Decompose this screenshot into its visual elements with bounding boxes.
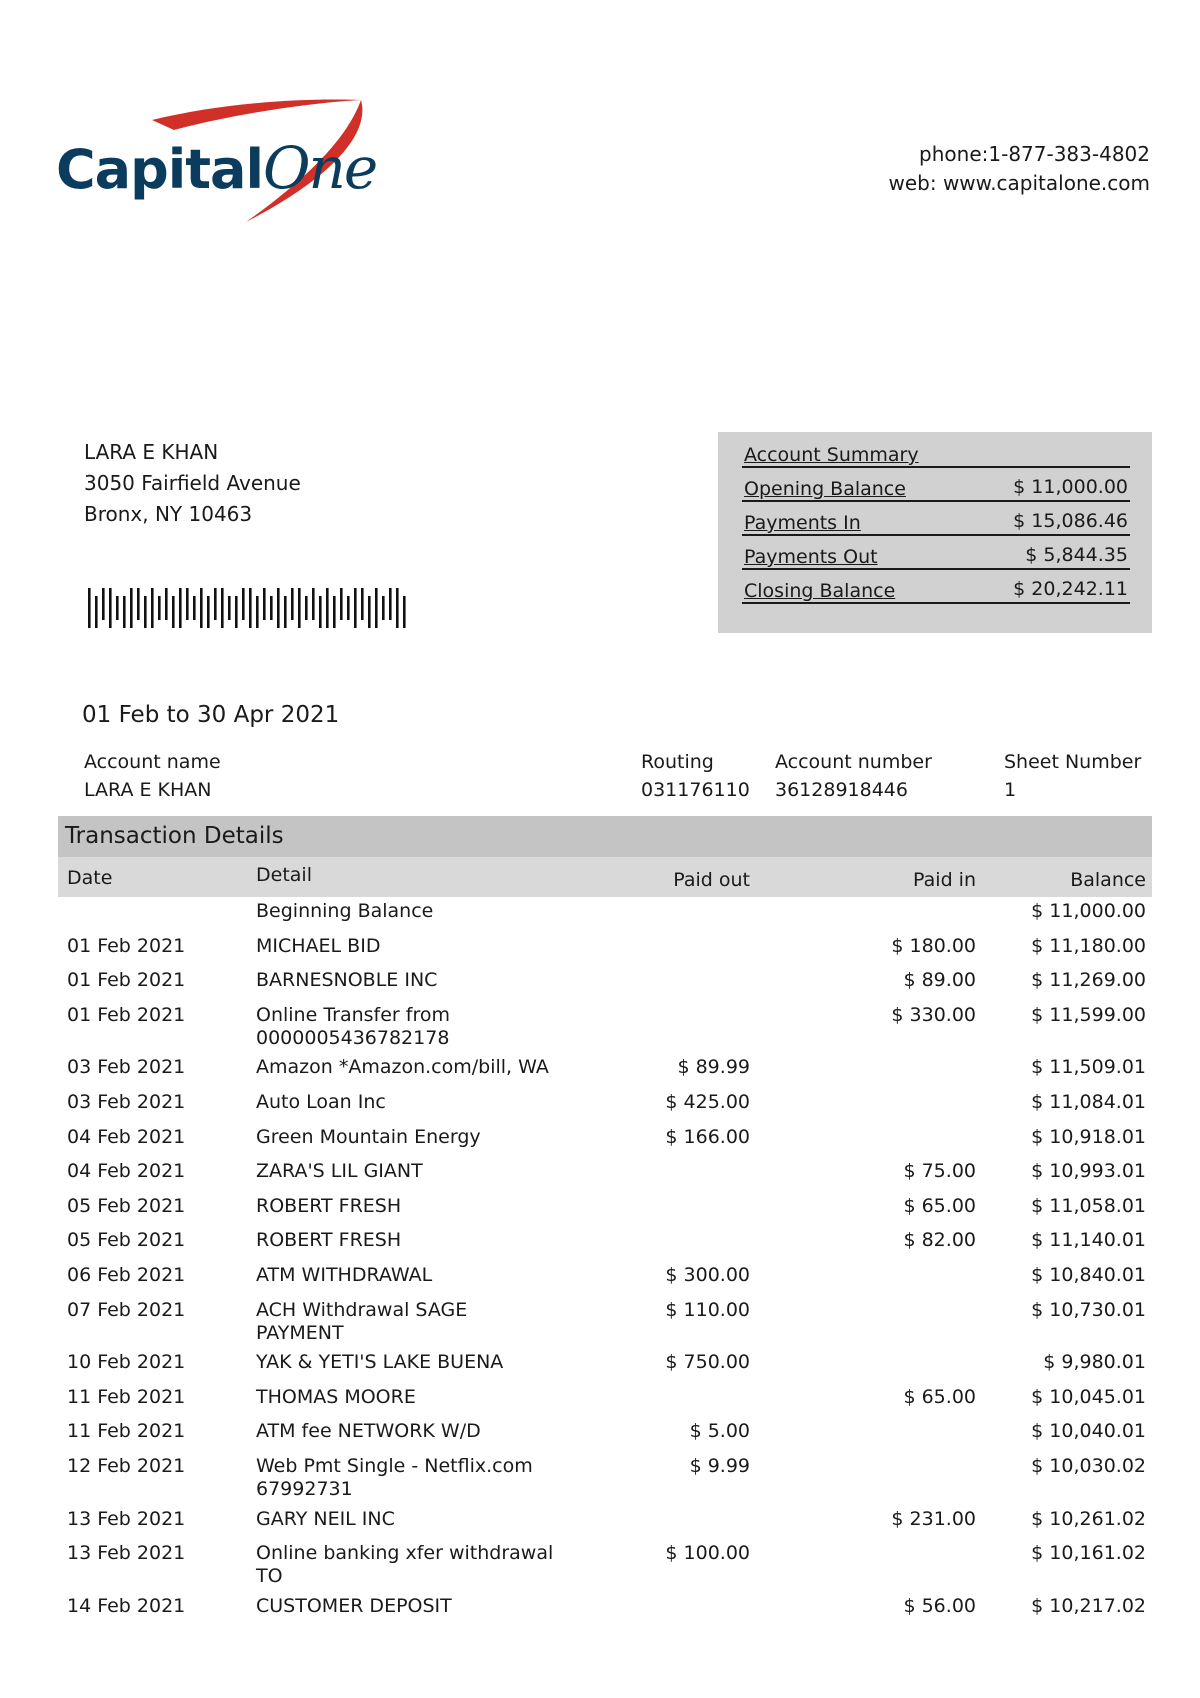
- customer-street: 3050 Fairfield Avenue: [84, 471, 301, 495]
- tx-paid-in: $ 180.00: [891, 935, 976, 957]
- tx-paid-in: $ 75.00: [903, 1160, 976, 1182]
- barcode-bar: [312, 588, 315, 620]
- barcode-bar: [95, 596, 98, 628]
- col-paid-out: Paid out: [673, 869, 750, 891]
- sheet-number-block: [1004, 748, 1141, 804]
- tx-date: 01 Feb 2021: [67, 969, 186, 991]
- account-name-value: LARA E KHAN: [84, 779, 212, 801]
- barcode-bar: [319, 596, 322, 628]
- barcode-bar: [375, 588, 378, 628]
- tx-detail: YAK & YETI'S LAKE BUENA: [256, 1351, 504, 1373]
- tx-balance: $ 11,058.01: [1031, 1195, 1146, 1217]
- barcode-bar: [151, 588, 154, 628]
- tx-paid-out: $ 166.00: [665, 1126, 750, 1148]
- barcode-bar: [109, 588, 112, 628]
- tx-date: 13 Feb 2021: [67, 1508, 186, 1530]
- tx-paid-out: $ 100.00: [665, 1542, 750, 1564]
- tx-balance: $ 10,261.02: [1031, 1508, 1146, 1530]
- barcode-bar: [116, 596, 119, 620]
- tx-paid-out: $ 750.00: [665, 1351, 750, 1373]
- routing-block: [641, 748, 750, 804]
- tx-detail: Online Transfer from 0000005436782178: [256, 1004, 450, 1049]
- barcode-bar: [340, 588, 343, 620]
- tx-detail: THOMAS MOORE: [256, 1386, 416, 1408]
- routing-label: Routing: [641, 751, 714, 773]
- tx-paid-in: $ 231.00: [891, 1508, 976, 1530]
- summary-label: Opening Balance: [744, 478, 906, 500]
- summary-value: $ 5,844.35: [1025, 544, 1128, 566]
- tx-detail: ROBERT FRESH: [256, 1229, 402, 1251]
- barcode-bar: [263, 588, 266, 620]
- tx-date: 11 Feb 2021: [67, 1386, 186, 1408]
- tx-detail: Web Pmt Single - Netflix.com 67992731: [256, 1455, 533, 1500]
- tx-date: 06 Feb 2021: [67, 1264, 186, 1286]
- barcode-bar: [347, 596, 350, 620]
- logo-one-text: One: [263, 134, 377, 202]
- barcode-bar: [193, 596, 196, 620]
- summary-label: Payments In: [744, 512, 861, 534]
- summary-value: $ 20,242.11: [1013, 578, 1128, 600]
- summary-row-closing: [742, 572, 1130, 604]
- tx-balance: $ 10,993.01: [1031, 1160, 1146, 1182]
- account-number-block: [775, 748, 932, 804]
- barcode-bar: [235, 596, 238, 628]
- summary-row-opening: [742, 470, 1130, 502]
- col-paid-in: Paid in: [913, 869, 976, 891]
- tx-detail: Green Mountain Energy: [256, 1126, 481, 1148]
- barcode-bar: [123, 596, 126, 628]
- logo-capital-text: Capital: [56, 138, 263, 201]
- customer-address: [84, 437, 301, 530]
- sheet-number-value: 1: [1004, 779, 1017, 801]
- tx-detail: ROBERT FRESH: [256, 1195, 402, 1217]
- tx-balance: $ 11,269.00: [1031, 969, 1146, 991]
- tx-paid-out: $ 110.00: [665, 1299, 750, 1321]
- transaction-column-headers: [58, 857, 1152, 897]
- tx-balance: $ 10,161.02: [1031, 1542, 1146, 1564]
- account-summary-panel: [718, 432, 1152, 633]
- tx-date: 03 Feb 2021: [67, 1091, 186, 1113]
- col-balance: Balance: [1070, 869, 1146, 891]
- tx-paid-in: $ 65.00: [903, 1195, 976, 1217]
- barcode-bar: [291, 588, 294, 620]
- tx-paid-out: $ 425.00: [665, 1091, 750, 1113]
- summary-row-payments-out: [742, 538, 1130, 570]
- account-number-value: 36128918446: [775, 779, 908, 801]
- barcode-bar: [382, 596, 385, 620]
- tx-balance: $ 11,084.01: [1031, 1091, 1146, 1113]
- bank-phone: phone:1-877-383-4802: [919, 142, 1150, 166]
- barcode-bar: [158, 596, 161, 620]
- tx-balance: $ 11,000.00: [1031, 900, 1146, 922]
- customer-city: Bronx, NY 10463: [84, 502, 253, 526]
- barcode-bar: [172, 596, 175, 628]
- customer-name: LARA E KHAN: [84, 440, 219, 464]
- tx-detail: Auto Loan Inc: [256, 1091, 386, 1113]
- tx-date: 05 Feb 2021: [67, 1195, 186, 1217]
- barcode-bar: [396, 588, 399, 628]
- tx-date: 13 Feb 2021: [67, 1542, 186, 1564]
- tx-detail: ATM fee NETWORK W/D: [256, 1420, 481, 1442]
- tx-paid-in: $ 330.00: [891, 1004, 976, 1026]
- tx-balance: $ 10,840.01: [1031, 1264, 1146, 1286]
- summary-row-payments-in: [742, 504, 1130, 536]
- routing-value: 031176110: [641, 779, 750, 801]
- tx-date: 05 Feb 2021: [67, 1229, 186, 1251]
- bank-contact: [889, 140, 1151, 198]
- tx-date: 11 Feb 2021: [67, 1420, 186, 1442]
- sheet-number-label: Sheet Number: [1004, 751, 1142, 773]
- tx-date: 04 Feb 2021: [67, 1126, 186, 1148]
- barcode-bar: [179, 588, 182, 628]
- barcode-bar: [214, 588, 217, 620]
- tx-date: 14 Feb 2021: [67, 1595, 186, 1617]
- tx-balance: $ 11,140.01: [1031, 1229, 1146, 1251]
- tx-balance: $ 10,730.01: [1031, 1299, 1146, 1321]
- tx-date: 03 Feb 2021: [67, 1056, 186, 1078]
- tx-date: 01 Feb 2021: [67, 935, 186, 957]
- col-detail: Detail: [256, 864, 312, 886]
- barcode-bar: [403, 596, 406, 628]
- postal-barcode-icon: [86, 588, 416, 628]
- barcode-bar: [284, 596, 287, 628]
- summary-label: Closing Balance: [744, 580, 896, 602]
- barcode-bar: [333, 596, 336, 628]
- tx-detail: ZARA'S LIL GIANT: [256, 1160, 423, 1182]
- barcode-bar: [242, 588, 245, 620]
- tx-balance: $ 9,980.01: [1043, 1351, 1146, 1373]
- summary-title-row: [742, 436, 1130, 468]
- barcode-bar: [137, 588, 140, 620]
- tx-balance: $ 11,509.01: [1031, 1056, 1146, 1078]
- logo-wordmark: [56, 134, 376, 202]
- barcode-bar: [270, 596, 273, 620]
- barcode-bar: [277, 588, 280, 628]
- tx-detail: Online banking xfer withdrawal TO: [256, 1542, 554, 1587]
- transaction-details-header: Transaction Details: [58, 816, 1152, 857]
- tx-detail: Beginning Balance: [256, 900, 434, 922]
- barcode-bar: [368, 596, 371, 628]
- barcode-bar: [144, 596, 147, 628]
- tx-balance: $ 10,045.01: [1031, 1386, 1146, 1408]
- account-number-label: Account number: [775, 751, 932, 773]
- tx-paid-out: $ 89.99: [677, 1056, 750, 1078]
- barcode-bar: [228, 596, 231, 620]
- summary-value: $ 11,000.00: [1013, 476, 1128, 498]
- barcode-bar: [389, 588, 392, 620]
- barcode-bar: [186, 588, 189, 620]
- barcode-bar: [200, 588, 203, 628]
- tx-detail: ATM WITHDRAWAL: [256, 1264, 433, 1286]
- barcode-bar: [326, 588, 329, 628]
- barcode-bar: [130, 588, 133, 628]
- tx-balance: $ 10,918.01: [1031, 1126, 1146, 1148]
- summary-value: $ 15,086.46: [1013, 510, 1128, 532]
- tx-detail: ACH Withdrawal SAGE PAYMENT: [256, 1299, 468, 1344]
- statement-period: 01 Feb to 30 Apr 2021: [82, 702, 340, 728]
- tx-paid-out: $ 5.00: [689, 1420, 750, 1442]
- account-name-label: Account name: [84, 751, 221, 773]
- tx-balance: $ 10,040.01: [1031, 1420, 1146, 1442]
- barcode-bar: [165, 588, 168, 620]
- barcode-bar: [298, 588, 301, 628]
- tx-paid-in: $ 56.00: [903, 1595, 976, 1617]
- bank-web: web: www.capitalone.com: [888, 171, 1150, 195]
- tx-detail: Amazon *Amazon.com/bill, WA: [256, 1056, 549, 1078]
- tx-date: 04 Feb 2021: [67, 1160, 186, 1182]
- barcode-bar: [361, 588, 364, 620]
- barcode-bar: [256, 596, 259, 628]
- barcode-bar: [249, 588, 252, 628]
- account-name-block: [84, 748, 221, 804]
- tx-paid-out: $ 300.00: [665, 1264, 750, 1286]
- tx-paid-in: $ 89.00: [903, 969, 976, 991]
- tx-balance: $ 10,030.02: [1031, 1455, 1146, 1477]
- tx-date: 01 Feb 2021: [67, 1004, 186, 1026]
- barcode-bar: [88, 588, 91, 628]
- tx-detail: CUSTOMER DEPOSIT: [256, 1595, 452, 1617]
- tx-detail: MICHAEL BID: [256, 935, 381, 957]
- tx-date: 07 Feb 2021: [67, 1299, 186, 1321]
- barcode-bar: [221, 588, 224, 628]
- capital-one-logo: [56, 96, 416, 231]
- tx-balance: $ 11,180.00: [1031, 935, 1146, 957]
- tx-paid-in: $ 82.00: [903, 1229, 976, 1251]
- barcode-bar: [207, 596, 210, 628]
- col-date: Date: [67, 867, 113, 889]
- barcode-bar: [305, 596, 308, 620]
- tx-detail: BARNESNOBLE INC: [256, 969, 438, 991]
- tx-paid-out: $ 9.99: [689, 1455, 750, 1477]
- tx-paid-in: $ 65.00: [903, 1386, 976, 1408]
- tx-balance: $ 11,599.00: [1031, 1004, 1146, 1026]
- tx-balance: $ 10,217.02: [1031, 1595, 1146, 1617]
- summary-label: Payments Out: [744, 546, 878, 568]
- summary-title: Account Summary: [744, 444, 919, 466]
- barcode-bar: [102, 588, 105, 620]
- tx-detail: GARY NEIL INC: [256, 1508, 395, 1530]
- barcode-bar: [354, 588, 357, 628]
- tx-date: 10 Feb 2021: [67, 1351, 186, 1373]
- tx-date: 12 Feb 2021: [67, 1455, 186, 1477]
